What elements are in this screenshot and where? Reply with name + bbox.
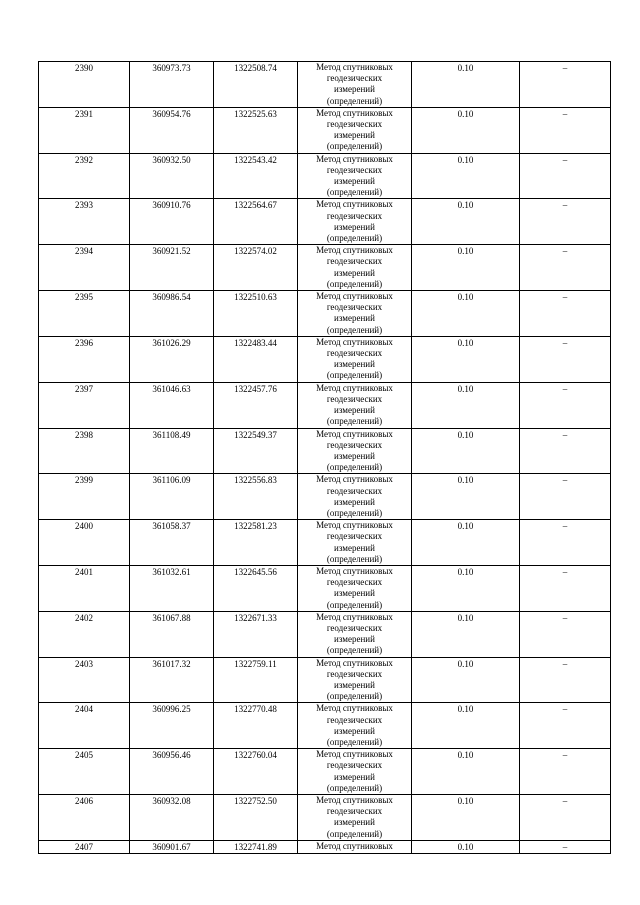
- point-number-cell: 2404: [39, 703, 130, 749]
- note-cell: –: [520, 474, 611, 520]
- point-number-cell: 2405: [39, 749, 130, 795]
- method-line: (определений): [326, 187, 383, 198]
- table-row: [39, 153, 611, 199]
- coordinate-x-cell: 361106.09: [130, 474, 214, 520]
- point-number-cell: 2396: [39, 336, 130, 382]
- accuracy-cell: 0.10: [412, 428, 520, 474]
- note-cell: –: [520, 611, 611, 657]
- method-line: Метод спутниковых: [316, 199, 393, 210]
- coordinate-y-cell: 1322549.37: [214, 428, 298, 474]
- coordinates-table-body: [39, 62, 611, 854]
- method-line: измерений: [334, 679, 375, 690]
- coordinate-x-cell: 361058.37: [130, 520, 214, 566]
- note-cell: –: [520, 565, 611, 611]
- coordinate-y-cell: 1322574.02: [214, 245, 298, 291]
- point-number-cell: 2407: [39, 840, 130, 853]
- table-row: [39, 565, 611, 611]
- coordinate-y-cell: 1322759.11: [214, 657, 298, 703]
- method-line: геодезических: [326, 622, 383, 633]
- method-line: (определений): [326, 507, 383, 518]
- method-line: Метод спутниковых: [316, 62, 393, 72]
- table-row: [39, 520, 611, 566]
- method-line: измерений: [334, 450, 375, 461]
- note-cell: –: [520, 657, 611, 703]
- method-line: измерений: [334, 313, 375, 324]
- coordinate-y-cell: 1322741.89: [214, 840, 298, 853]
- note-cell: –: [520, 520, 611, 566]
- coordinate-x-cell: 360910.76: [130, 199, 214, 245]
- method-line: геодезических: [326, 714, 383, 725]
- method-cell: [298, 611, 412, 657]
- accuracy-cell: 0.10: [412, 611, 520, 657]
- table-row: [39, 474, 611, 520]
- accuracy-cell: 0.10: [412, 107, 520, 153]
- method-line: измерений: [334, 405, 375, 416]
- coordinate-x-cell: 360956.46: [130, 749, 214, 795]
- accuracy-cell: 0.10: [412, 382, 520, 428]
- coordinate-y-cell: 1322483.44: [214, 336, 298, 382]
- method-line: (определений): [326, 782, 383, 793]
- method-line: (определений): [326, 416, 383, 427]
- accuracy-cell: 0.10: [412, 291, 520, 337]
- method-line: (определений): [326, 233, 383, 244]
- method-line: измерений: [334, 130, 375, 141]
- method-cell: [298, 153, 412, 199]
- table-row: [39, 611, 611, 657]
- coordinate-x-cell: 360932.08: [130, 795, 214, 841]
- coordinate-y-cell: 1322564.67: [214, 199, 298, 245]
- coordinate-y-cell: 1322770.48: [214, 703, 298, 749]
- method-line: геодезических: [326, 348, 383, 359]
- point-number-cell: 2395: [39, 291, 130, 337]
- method-line: (определений): [326, 141, 383, 152]
- note-cell: –: [520, 291, 611, 337]
- method-line: измерений: [334, 817, 375, 828]
- method-cell: [298, 703, 412, 749]
- coordinate-x-cell: 360901.67: [130, 840, 214, 853]
- method-line: Метод спутниковых: [316, 520, 393, 531]
- method-line: геодезических: [326, 119, 383, 130]
- method-line: Метод спутниковых: [316, 840, 393, 851]
- note-cell: –: [520, 382, 611, 428]
- coordinate-y-cell: 1322510.63: [214, 291, 298, 337]
- method-line: Метод спутниковых: [316, 565, 393, 576]
- point-number-cell: 2394: [39, 245, 130, 291]
- method-line: Метод спутниковых: [316, 245, 393, 256]
- method-line: измерений: [334, 634, 375, 645]
- method-cell: [298, 565, 412, 611]
- table-row: [39, 657, 611, 703]
- method-line: измерений: [334, 496, 375, 507]
- point-number-cell: 2392: [39, 153, 130, 199]
- method-cell: [298, 474, 412, 520]
- method-cell: [298, 62, 412, 108]
- method-line: геодезических: [326, 73, 383, 84]
- method-line: Метод спутниковых: [316, 657, 393, 668]
- method-line: измерений: [334, 588, 375, 599]
- method-cell: [298, 199, 412, 245]
- method-line: геодезических: [326, 531, 383, 542]
- point-number-cell: 2398: [39, 428, 130, 474]
- point-number-cell: 2402: [39, 611, 130, 657]
- method-line: измерений: [334, 267, 375, 278]
- method-line: Метод спутниковых: [316, 611, 393, 622]
- coordinate-y-cell: 1322556.83: [214, 474, 298, 520]
- coordinate-x-cell: 361032.61: [130, 565, 214, 611]
- method-line: (определений): [326, 691, 383, 702]
- method-line: Метод спутниковых: [316, 153, 393, 164]
- accuracy-cell: 0.10: [412, 245, 520, 291]
- accuracy-cell: 0.10: [412, 657, 520, 703]
- method-cell: [298, 657, 412, 703]
- accuracy-cell: 0.10: [412, 703, 520, 749]
- method-cell: [298, 840, 412, 853]
- accuracy-cell: 0.10: [412, 62, 520, 108]
- method-line: Метод спутниковых: [316, 382, 393, 393]
- method-line: Метод спутниковых: [316, 703, 393, 714]
- point-number-cell: 2399: [39, 474, 130, 520]
- note-cell: –: [520, 428, 611, 474]
- table-row: [39, 795, 611, 841]
- table-row: [39, 382, 611, 428]
- method-line: Метод спутниковых: [316, 428, 393, 439]
- method-cell: [298, 520, 412, 566]
- method-line: (определений): [326, 828, 383, 839]
- table-row: [39, 749, 611, 795]
- method-cell: [298, 382, 412, 428]
- method-line: (определений): [326, 645, 383, 656]
- coordinate-y-cell: 1322645.56: [214, 565, 298, 611]
- point-number-cell: 2393: [39, 199, 130, 245]
- method-line: измерений: [334, 359, 375, 370]
- accuracy-cell: 0.10: [412, 565, 520, 611]
- accuracy-cell: 0.10: [412, 840, 520, 853]
- note-cell: –: [520, 749, 611, 795]
- note-cell: –: [520, 153, 611, 199]
- accuracy-cell: 0.10: [412, 474, 520, 520]
- method-line: геодезических: [326, 393, 383, 404]
- method-cell: [298, 245, 412, 291]
- note-cell: –: [520, 62, 611, 108]
- method-line: измерений: [334, 176, 375, 187]
- method-line: геодезических: [326, 577, 383, 588]
- point-number-cell: 2397: [39, 382, 130, 428]
- coordinate-x-cell: 360932.50: [130, 153, 214, 199]
- method-cell: [298, 749, 412, 795]
- method-line: измерений: [334, 84, 375, 95]
- coordinate-y-cell: 1322671.33: [214, 611, 298, 657]
- method-line: Метод спутниковых: [316, 291, 393, 302]
- point-number-cell: 2401: [39, 565, 130, 611]
- method-line: (определений): [326, 95, 383, 106]
- table-row: [39, 703, 611, 749]
- note-cell: –: [520, 795, 611, 841]
- coordinate-x-cell: 361046.63: [130, 382, 214, 428]
- coordinate-x-cell: 361108.49: [130, 428, 214, 474]
- coordinate-x-cell: 360986.54: [130, 291, 214, 337]
- coordinate-y-cell: 1322508.74: [214, 62, 298, 108]
- point-number-cell: 2390: [39, 62, 130, 108]
- coordinate-x-cell: 361017.32: [130, 657, 214, 703]
- method-cell: [298, 336, 412, 382]
- coordinate-y-cell: 1322457.76: [214, 382, 298, 428]
- note-cell: –: [520, 336, 611, 382]
- method-line: (определений): [326, 324, 383, 335]
- method-line: геодезических: [326, 806, 383, 817]
- table-row: [39, 428, 611, 474]
- method-line: геодезических: [326, 760, 383, 771]
- table-row: [39, 62, 611, 108]
- method-cell: [298, 107, 412, 153]
- coordinate-y-cell: 1322752.50: [214, 795, 298, 841]
- accuracy-cell: 0.10: [412, 520, 520, 566]
- table-row: [39, 840, 611, 853]
- coordinate-x-cell: 360921.52: [130, 245, 214, 291]
- coordinate-y-cell: 1322525.63: [214, 107, 298, 153]
- point-number-cell: 2391: [39, 107, 130, 153]
- accuracy-cell: 0.10: [412, 153, 520, 199]
- method-line: (определений): [326, 370, 383, 381]
- note-cell: –: [520, 199, 611, 245]
- method-line: (определений): [326, 462, 383, 473]
- method-line: геодезических: [326, 210, 383, 221]
- method-cell: [298, 428, 412, 474]
- table-row: [39, 245, 611, 291]
- method-line: Метод спутниковых: [316, 336, 393, 347]
- method-line: геодезических: [326, 439, 383, 450]
- accuracy-cell: 0.10: [412, 336, 520, 382]
- coordinate-x-cell: 361067.88: [130, 611, 214, 657]
- method-line: Метод спутниковых: [316, 474, 393, 485]
- point-number-cell: 2400: [39, 520, 130, 566]
- table-row: [39, 336, 611, 382]
- method-cell: [298, 291, 412, 337]
- point-number-cell: 2403: [39, 657, 130, 703]
- method-line: (определений): [326, 278, 383, 289]
- coordinate-y-cell: 1322581.23: [214, 520, 298, 566]
- coordinate-x-cell: 360973.73: [130, 62, 214, 108]
- method-line: геодезических: [326, 302, 383, 313]
- coordinate-x-cell: 360954.76: [130, 107, 214, 153]
- method-line: измерений: [334, 542, 375, 553]
- method-line: (определений): [326, 599, 383, 610]
- method-line: геодезических: [326, 256, 383, 267]
- accuracy-cell: 0.10: [412, 749, 520, 795]
- method-line: геодезических: [326, 164, 383, 175]
- point-number-cell: 2406: [39, 795, 130, 841]
- method-line: измерений: [334, 221, 375, 232]
- coordinate-x-cell: 360996.25: [130, 703, 214, 749]
- note-cell: –: [520, 245, 611, 291]
- coordinate-y-cell: 1322760.04: [214, 749, 298, 795]
- accuracy-cell: 0.10: [412, 199, 520, 245]
- method-line: Метод спутниковых: [316, 749, 393, 760]
- method-line: геодезических: [326, 668, 383, 679]
- method-cell: [298, 795, 412, 841]
- note-cell: –: [520, 840, 611, 853]
- table-row: [39, 107, 611, 153]
- method-line: измерений: [334, 771, 375, 782]
- accuracy-cell: 0.10: [412, 795, 520, 841]
- note-cell: –: [520, 107, 611, 153]
- coordinate-y-cell: 1322543.42: [214, 153, 298, 199]
- method-line: геодезических: [326, 485, 383, 496]
- method-line: Метод спутниковых: [316, 795, 393, 805]
- method-line: измерений: [334, 725, 375, 736]
- coordinates-table: [38, 61, 611, 854]
- method-line: (определений): [326, 553, 383, 564]
- table-row: [39, 291, 611, 337]
- method-line: (определений): [326, 736, 383, 747]
- coordinate-x-cell: 361026.29: [130, 336, 214, 382]
- note-cell: –: [520, 703, 611, 749]
- table-row: [39, 199, 611, 245]
- method-line: Метод спутниковых: [316, 107, 393, 118]
